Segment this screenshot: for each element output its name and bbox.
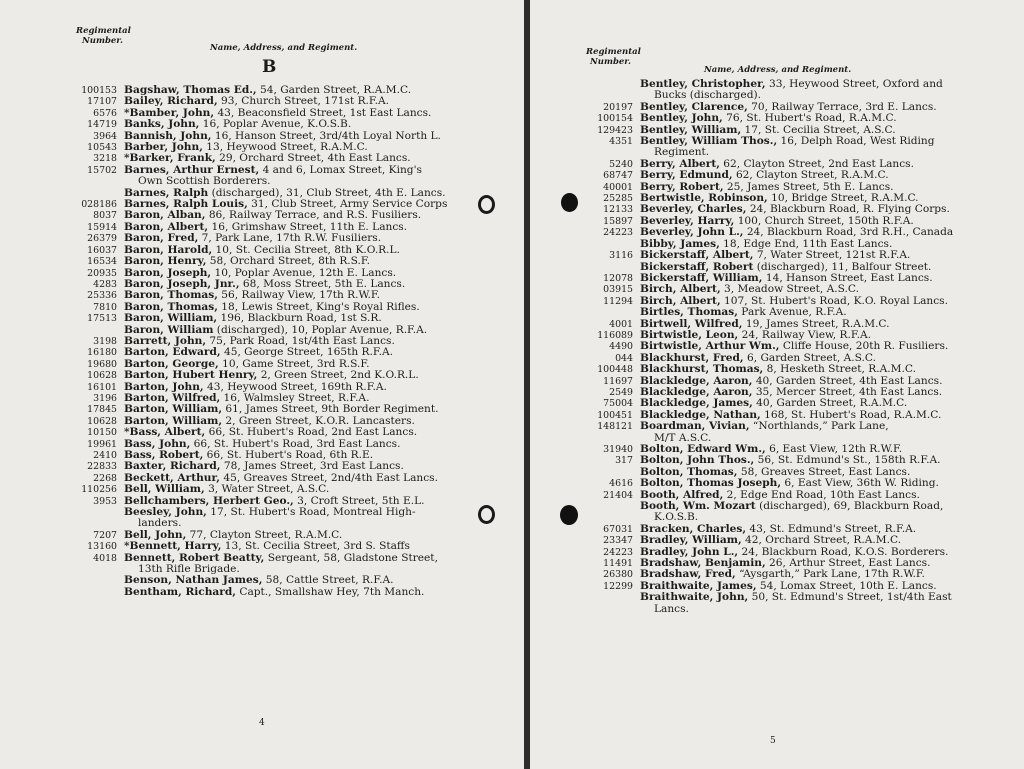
entry-continuation: Regiment. xyxy=(654,146,710,159)
soldier-name: Bradley, John L., xyxy=(640,545,739,558)
soldier-name: Birch, Albert, xyxy=(640,283,721,296)
regimental-number: 10628 xyxy=(87,370,117,382)
address-regiment: 66, St. Hubert's Road, 6th R.E. xyxy=(203,449,374,461)
regimental-number: 26380 xyxy=(603,569,633,581)
address-regiment: 56, Railway View, 17th R.W.F. xyxy=(217,289,380,302)
regimental-number xyxy=(530,501,640,524)
soldier-name: Baron, Joseph, xyxy=(124,266,212,279)
regimental-number xyxy=(0,507,124,530)
address-regiment: 13, St. Cecilia Street, 3rd S. Staffs xyxy=(221,540,410,553)
page-number: 4 xyxy=(259,718,265,728)
address-regiment: 42, Orchard Street, R.A.M.C. xyxy=(741,534,902,547)
entry-text xyxy=(124,553,470,576)
address-regiment: 75, Park Road, 1st/4th East Lancs. xyxy=(206,334,395,347)
soldier-name: Bradshaw, Fred, xyxy=(640,568,736,581)
address-regiment: 24, Railway View, R.F.A. xyxy=(738,328,871,341)
soldier-name: *Bamber, John, xyxy=(124,106,215,119)
soldier-name: Baron, William xyxy=(124,323,214,336)
address-regiment: 45, Greaves Street, 2nd/4th East Lancs. xyxy=(220,471,438,484)
address-regiment: 26, Arthur Street, East Lancs. xyxy=(765,557,931,570)
list-item xyxy=(530,501,985,524)
address-regiment: 43, Heywood Street, 169th R.F.A. xyxy=(203,380,387,393)
address-regiment: 54, Lomax Street, 10th E. Lancs. xyxy=(756,579,937,592)
soldier-name: Beesley, John, xyxy=(124,506,207,519)
soldier-name: Barton, Hubert Henry, xyxy=(124,369,258,382)
regimental-number: 7810 xyxy=(93,301,117,313)
regimental-number: 028186 xyxy=(81,199,117,211)
header-regimental: Regimental xyxy=(76,26,131,36)
list-item xyxy=(530,136,985,159)
soldier-name: Barber, John, xyxy=(124,141,203,154)
regimental-number: 24223 xyxy=(603,546,633,558)
address-regiment: 8, Hesketh Street, R.A.M.C. xyxy=(763,363,916,376)
regimental-number: 21404 xyxy=(603,489,633,501)
list-item xyxy=(530,79,985,102)
soldier-name: Bellchambers, Herbert Geo., xyxy=(124,494,294,507)
address-regiment: 70, Railway Terrace, 3rd E. Lancs. xyxy=(747,100,937,113)
address-regiment: 62, Clayton Street, R.A.M.C. xyxy=(732,169,889,182)
address-regiment: 33, Heywood Street, Oxford and xyxy=(765,78,943,90)
address-regiment: 58, Greaves Street, East Lancs. xyxy=(737,465,911,478)
regimental-number: 19961 xyxy=(87,438,117,450)
regimental-number: 116089 xyxy=(597,329,633,341)
regimental-number: 23347 xyxy=(603,535,633,547)
entry-continuation: landers. xyxy=(138,517,182,530)
punch-hole xyxy=(478,195,495,214)
regimental-number xyxy=(0,188,124,199)
regimental-number: 100448 xyxy=(597,364,633,376)
regimental-number: 100153 xyxy=(81,85,117,96)
address-regiment: 107, St. Hubert's Road, K.O. Royal Lancs. xyxy=(720,294,948,307)
soldier-name: Barnes, Arthur Ernest, xyxy=(124,163,260,176)
address-regiment: 56, St. Edmund's St., 158th R.F.A. xyxy=(754,454,941,467)
regimental-number: 68747 xyxy=(603,170,633,182)
address-regiment: 16, Poplar Avenue, K.O.S.B. xyxy=(199,118,352,131)
address-regiment: 25, James Street, 5th E. Lancs. xyxy=(723,180,894,193)
address-regiment: 100, Church Street, 150th R.F.A. xyxy=(734,214,914,227)
regimental-number-header xyxy=(586,47,656,67)
regimental-number: 20935 xyxy=(87,267,117,279)
name-address-header: Name, Address, and Regiment. xyxy=(210,43,358,53)
regimental-number: 67031 xyxy=(603,523,633,535)
regimental-number: 110256 xyxy=(81,484,117,496)
address-regiment: 62, Clayton Street, 2nd East Lancs. xyxy=(719,157,914,170)
regimental-number: 12078 xyxy=(603,272,633,284)
address-regiment: 93, Church Street, 171st R.F.A. xyxy=(217,95,389,108)
soldier-name: Birtwistle, Arthur Wm., xyxy=(640,340,780,353)
address-regiment: Cliffe House, 20th R. Fusiliers. xyxy=(779,340,949,353)
soldier-name: Barnes, Ralph Louis, xyxy=(124,198,248,211)
soldier-name: Benson, Nathan James, xyxy=(124,574,263,587)
soldier-name: Bentham, Richard, xyxy=(124,585,236,598)
soldier-name: Bagshaw, Thomas Ed., xyxy=(124,84,257,96)
soldier-name: Baxter, Richard, xyxy=(124,460,221,473)
regimental-number: 4351 xyxy=(609,136,633,148)
regimental-number: 4283 xyxy=(93,278,117,290)
entry-continuation: Lancs. xyxy=(654,602,689,615)
entry-continuation: Own Scottish Borderers. xyxy=(138,175,271,188)
header-number: Number. xyxy=(590,57,631,67)
regimental-number: 3218 xyxy=(93,153,117,165)
regimental-number: 16180 xyxy=(87,347,117,359)
entry-text xyxy=(640,79,985,102)
address-regiment: 40, Garden Street, 4th East Lancs. xyxy=(752,374,943,387)
soldier-name: Banks, John, xyxy=(124,118,200,131)
address-regiment: 18, Lewis Street, King's Royal Rifles. xyxy=(217,300,420,313)
soldier-name: *Bass, Albert, xyxy=(124,426,206,439)
soldier-name: Bibby, James, xyxy=(640,237,720,250)
regimental-number: 15914 xyxy=(87,221,117,233)
left-entry-list xyxy=(0,85,470,598)
soldier-name: Bass, John, xyxy=(124,437,191,450)
soldier-name: Blackhurst, Fred, xyxy=(640,351,744,364)
address-regiment: 168, St. Hubert's Road, R.A.M.C. xyxy=(760,408,942,421)
entry-text xyxy=(124,507,470,530)
regimental-number: 25285 xyxy=(603,193,633,205)
soldier-name: Blackledge, Nathan, xyxy=(640,408,761,421)
address-regiment: 19, James Street, R.A.M.C. xyxy=(742,317,890,330)
regimental-number: 16101 xyxy=(87,381,117,393)
soldier-name: Baron, Thomas, xyxy=(124,300,218,313)
soldier-name: Birtwistle, Leon, xyxy=(640,328,739,341)
regimental-number: 12299 xyxy=(603,580,633,592)
address-regiment: 14, Hanson Street, East Lancs. xyxy=(762,271,933,284)
soldier-name: Bickerstaff, William, xyxy=(640,271,763,284)
soldier-name: Bolton, Thomas, xyxy=(640,465,738,478)
regimental-number: 11491 xyxy=(603,558,633,570)
regimental-number: 17513 xyxy=(87,313,117,325)
regimental-number: 2268 xyxy=(93,472,117,484)
entry-continuation: 13th Rifle Brigade. xyxy=(138,563,240,576)
regimental-number: 10150 xyxy=(87,427,117,439)
address-regiment: 10, Poplar Avenue, 12th E. Lancs. xyxy=(211,266,397,279)
entry-text xyxy=(124,587,470,598)
soldier-name: Barton, John, xyxy=(124,380,204,393)
address-regiment: 16, Walmsley Street, R.F.A. xyxy=(220,391,370,404)
address-regiment: 17, St. Hubert's Road, Montreal High- xyxy=(206,506,416,519)
soldier-name: Bass, Robert, xyxy=(124,449,204,461)
address-regiment: 6, East View, 36th W. Riding. xyxy=(781,477,939,490)
address-regiment: 2, Edge End Road, 10th East Lancs. xyxy=(723,488,920,501)
soldier-name: Berry, Robert, xyxy=(640,180,724,193)
address-regiment: Sergeant, 58, Gladstone Street, xyxy=(264,551,438,564)
soldier-name: Baron, Henry, xyxy=(124,255,207,268)
punch-hole xyxy=(478,505,495,524)
regimental-number: 15897 xyxy=(603,215,633,227)
address-regiment: 13, Heywood Street, R.A.M.C. xyxy=(202,141,368,154)
regimental-number: 7207 xyxy=(93,529,117,541)
entry-continuation: M/T A.S.C. xyxy=(654,431,712,444)
soldier-name: Bickerstaff, Robert xyxy=(640,260,754,273)
regimental-number: 40001 xyxy=(603,181,633,193)
soldier-name: Beverley, Harry, xyxy=(640,214,735,227)
regimental-number xyxy=(530,239,640,250)
regimental-number: 10628 xyxy=(87,415,117,427)
address-regiment: 61, James Street, 9th Border Regiment. xyxy=(222,403,439,416)
address-regiment: 35, Mercer Street, 4th East Lancs. xyxy=(752,385,943,398)
soldier-name: Birtles, Thomas, xyxy=(640,306,738,319)
soldier-name: Berry, Edmund, xyxy=(640,169,733,182)
soldier-name: Bentley, William Thos., xyxy=(640,135,778,148)
soldier-name: Barnes, Ralph xyxy=(124,186,209,199)
soldier-name: Boardman, Vivian, xyxy=(640,420,750,433)
soldier-name: Beverley, Charles, xyxy=(640,203,747,216)
address-regiment: 77, Clayton Street, R.A.M.C. xyxy=(186,528,343,541)
name-address-header: Name, Address, and Regiment. xyxy=(704,65,852,75)
list-item xyxy=(0,553,470,576)
regimental-number: 22833 xyxy=(87,461,117,473)
regimental-number: 2410 xyxy=(93,450,117,461)
soldier-name: Berry, Albert, xyxy=(640,157,720,170)
regimental-number: 11697 xyxy=(603,375,633,387)
soldier-name: Barton, William, xyxy=(124,403,223,416)
address-regiment: 17, St. Cecilia Street, A.S.C. xyxy=(741,123,896,136)
list-item xyxy=(0,507,470,530)
address-regiment: 6, East View, 12th R.W.F. xyxy=(765,443,903,455)
address-regiment: 76, St. Hubert's Road, R.A.M.C. xyxy=(722,112,897,125)
soldier-name: Beverley, John L., xyxy=(640,226,744,239)
list-item xyxy=(0,165,470,188)
address-regiment: 66, St. Hubert's Road, 3rd East Lancs. xyxy=(190,437,401,450)
entry-text xyxy=(640,421,985,444)
soldier-name: Baron, Joseph, Jnr., xyxy=(124,277,240,290)
soldier-name: Bracken, Charles, xyxy=(640,522,747,535)
address-regiment: 10, St. Cecilia Street, 8th K.O.R.L. xyxy=(212,243,400,256)
soldier-name: Braithwaite, James, xyxy=(640,579,757,592)
regimental-number: 044 xyxy=(615,352,633,364)
soldier-name: Bailey, Richard, xyxy=(124,95,218,108)
soldier-name: Bradshaw, Benjamin, xyxy=(640,557,766,570)
regimental-number: 3964 xyxy=(93,130,117,142)
soldier-name: Bentley, William, xyxy=(640,123,742,136)
address-regiment: 40, Garden Street, R.A.M.C. xyxy=(752,397,908,410)
regimental-number xyxy=(530,467,640,478)
regimental-number: 3196 xyxy=(93,392,117,404)
address-regiment: 16, Hanson Street, 3rd/4th Loyal North L. xyxy=(211,129,441,142)
soldier-name: Bannish, John, xyxy=(124,129,212,142)
regimental-number: 14719 xyxy=(87,119,117,131)
address-regiment: 24, Blackburn Road, 3rd R.H., Canada xyxy=(743,226,954,239)
soldier-name: Baron, Albert, xyxy=(124,220,209,233)
address-regiment: 43, St. Edmund's Street, R.F.A. xyxy=(746,522,917,535)
regimental-number xyxy=(530,79,640,102)
page-number: 5 xyxy=(770,736,776,746)
soldier-name: Braithwaite, John, xyxy=(640,591,749,604)
regimental-number-header xyxy=(76,26,146,46)
address-regiment: (discharged), 31, Club Street, 4th E. Lancs. xyxy=(208,186,446,199)
address-regiment: 86, Railway Terrace, and R.S. Fusiliers. xyxy=(205,209,422,222)
list-item xyxy=(0,587,470,598)
soldier-name: Bentley, John, xyxy=(640,112,723,125)
soldier-name: Barrett, John, xyxy=(124,334,207,347)
address-regiment: 18, Edge End, 11th East Lancs. xyxy=(719,237,893,250)
soldier-name: Barton, George, xyxy=(124,357,219,370)
header-regimental: Regimental xyxy=(586,47,641,57)
regimental-number: 25336 xyxy=(87,290,117,302)
address-regiment: 24, Blackburn Road, R. Flying Corps. xyxy=(746,203,950,216)
address-regiment: 16, Grimshaw Street, 11th E. Lancs. xyxy=(208,220,408,233)
address-regiment: 58, Orchard Street, 8th R.S.F. xyxy=(206,255,370,268)
soldier-name: Birtwell, Wilfred, xyxy=(640,317,743,330)
soldier-name: Barton, Edward, xyxy=(124,346,221,359)
soldier-name: Barton, Wilfred, xyxy=(124,391,221,404)
address-regiment: 3, Meadow Street, A.S.C. xyxy=(720,283,859,296)
entry-text xyxy=(640,501,985,524)
regimental-number: 8037 xyxy=(93,210,117,222)
regimental-number: 3953 xyxy=(93,495,117,507)
address-regiment: 78, James Street, 3rd East Lancs. xyxy=(220,460,404,473)
entry-continuation: Bucks (discharged). xyxy=(654,89,761,102)
section-letter: B xyxy=(262,57,277,77)
soldier-name: Beckett, Arthur, xyxy=(124,471,220,484)
regimental-number: 12133 xyxy=(603,204,633,216)
address-regiment: 45, George Street, 165th R.F.A. xyxy=(220,346,393,359)
regimental-number: 4490 xyxy=(609,341,633,353)
address-regiment: 2, Green Street, K.O.R. Lancasters. xyxy=(222,414,415,427)
regimental-number: 5240 xyxy=(609,158,633,170)
regimental-number xyxy=(530,592,640,615)
address-regiment: 10, Bridge Street, R.A.M.C. xyxy=(767,192,919,205)
soldier-name: Birch, Albert, xyxy=(640,294,721,307)
address-regiment: Capt., Smallshaw Hey, 7th Manch. xyxy=(235,585,425,598)
soldier-name: Bell, John, xyxy=(124,528,187,541)
soldier-name: Bickerstaff, Albert, xyxy=(640,249,754,262)
address-regiment: 66, St. Hubert's Road, 2nd East Lancs. xyxy=(205,426,418,439)
punch-hole xyxy=(561,193,578,212)
regimental-number xyxy=(0,325,124,336)
regimental-number: 20197 xyxy=(603,101,633,113)
address-regiment: 7, Water Street, 121st R.F.A. xyxy=(753,249,911,262)
regimental-number: 317 xyxy=(615,455,633,467)
soldier-name: *Barker, Frank, xyxy=(124,152,216,165)
address-regiment: 3, Croft Street, 5th E.L. xyxy=(293,494,425,507)
regimental-number: 24223 xyxy=(603,227,633,239)
soldier-name: Baron, William, xyxy=(124,312,218,325)
regimental-number: 10543 xyxy=(87,142,117,154)
regimental-number: 129423 xyxy=(597,124,633,136)
regimental-number: 17845 xyxy=(87,404,117,416)
regimental-number: 16534 xyxy=(87,256,117,268)
address-regiment: 24, Blackburn Road, K.O.S. Borderers. xyxy=(738,545,949,558)
address-regiment: Park Avenue, R.F.A. xyxy=(737,306,847,319)
address-regiment: (discharged), 69, Blackburn Road, xyxy=(755,500,944,513)
regimental-number: 3116 xyxy=(609,250,633,262)
regimental-number xyxy=(0,575,124,586)
soldier-name: Baron, Thomas, xyxy=(124,289,218,302)
regimental-number: 16037 xyxy=(87,244,117,256)
entry-text xyxy=(640,136,985,159)
regimental-number: 2549 xyxy=(609,386,633,398)
entry-continuation: K.O.S.B. xyxy=(654,511,699,524)
list-item xyxy=(530,592,985,615)
address-regiment: 10, Game Street, 3rd R.S.F. xyxy=(218,357,370,370)
regimental-number: 6576 xyxy=(93,107,117,119)
regimental-number: 26379 xyxy=(87,233,117,245)
punch-hole xyxy=(560,505,578,525)
soldier-name: Blackhurst, Thomas, xyxy=(640,363,764,376)
address-regiment: 58, Cattle Street, R.F.A. xyxy=(262,574,394,587)
soldier-name: Baron, Alban, xyxy=(124,209,206,222)
soldier-name: Baron, Harold, xyxy=(124,243,213,256)
regimental-number: 148121 xyxy=(597,421,633,433)
address-regiment: “Aysgarth,” Park Lane, 17th R.W.F. xyxy=(735,568,925,581)
regimental-number: 17107 xyxy=(87,96,117,108)
regimental-number: 100154 xyxy=(597,113,633,125)
address-regiment: 16, Delph Road, West Riding xyxy=(777,135,935,148)
regimental-number: 15702 xyxy=(87,164,117,176)
regimental-number: 19680 xyxy=(87,358,117,370)
soldier-name: Blackledge, Aaron, xyxy=(640,385,753,398)
regimental-number xyxy=(530,262,640,273)
soldier-name: Bradley, William, xyxy=(640,534,742,547)
address-regiment: (discharged), 10, Poplar Avenue, R.F.A. xyxy=(213,323,428,336)
address-regiment: 29, Orchard Street, 4th East Lancs. xyxy=(215,152,411,165)
address-regiment: 196, Blackburn Road, 1st S.R. xyxy=(217,312,382,325)
soldier-name: Blackledge, James, xyxy=(640,397,753,410)
regimental-number xyxy=(530,307,640,318)
soldier-name: Bentley, Clarence, xyxy=(640,100,748,113)
soldier-name: Booth, Wm. Mozart xyxy=(640,500,756,513)
regimental-number: 4616 xyxy=(609,478,633,490)
address-regiment: 7, Park Lane, 17th R.W. Fusiliers. xyxy=(198,232,382,245)
regimental-number: 13160 xyxy=(87,541,117,553)
list-item xyxy=(530,421,985,444)
address-regiment: 68, Moss Street, 5th E. Lancs. xyxy=(239,277,406,290)
regimental-number: 03915 xyxy=(603,284,633,296)
soldier-name: Bentley, Christopher, xyxy=(640,78,766,90)
address-regiment: 54, Garden Street, R.A.M.C. xyxy=(256,84,412,96)
regimental-number: 31940 xyxy=(603,444,633,455)
header-number: Number. xyxy=(82,36,123,46)
address-regiment: 50, St. Edmund's Street, 1st/4th East xyxy=(748,591,952,604)
address-regiment: “Northlands,” Park Lane, xyxy=(749,420,889,433)
regimental-number: 11294 xyxy=(603,295,633,307)
soldier-name: Baron, Fred, xyxy=(124,232,199,245)
soldier-name: *Bennett, Harry, xyxy=(124,540,222,553)
right-page xyxy=(530,0,1024,769)
soldier-name: Bertwistle, Robinson, xyxy=(640,192,768,205)
regimental-number: 75004 xyxy=(603,398,633,410)
soldier-name: Bell, William, xyxy=(124,483,205,496)
soldier-name: Bolton, Thomas Joseph, xyxy=(640,477,782,490)
address-regiment: 6, Garden Street, A.S.C. xyxy=(743,351,877,364)
regimental-number: 4018 xyxy=(93,552,117,564)
regimental-number: 4001 xyxy=(609,318,633,330)
soldier-name: Blackledge, Aaron, xyxy=(640,374,753,387)
address-regiment: 4 and 6, Lomax Street, King's xyxy=(259,163,422,176)
soldier-name: Bennett, Robert Beatty, xyxy=(124,551,265,564)
regimental-number: 100451 xyxy=(597,409,633,421)
entry-text xyxy=(124,165,470,188)
entry-text xyxy=(640,592,985,615)
regimental-number: 3198 xyxy=(93,335,117,347)
soldier-name: Booth, Alfred, xyxy=(640,488,724,501)
soldier-name: Bolton, John Thos., xyxy=(640,454,755,467)
address-regiment: (discharged), 11, Balfour Street. xyxy=(753,260,932,273)
address-regiment: 3, Water Street, A.S.C. xyxy=(204,483,330,496)
soldier-name: Barton, William, xyxy=(124,414,223,427)
address-regiment: 31, Club Street, Army Service Corps xyxy=(247,198,448,211)
soldier-name: Bolton, Edward Wm., xyxy=(640,443,766,455)
address-regiment: 2, Green Street, 2nd K.O.R.L. xyxy=(257,369,419,382)
address-regiment: 43, Beaconsfield Street, 1st East Lancs. xyxy=(214,106,432,119)
regimental-number xyxy=(0,587,124,598)
right-entry-list xyxy=(530,79,985,615)
